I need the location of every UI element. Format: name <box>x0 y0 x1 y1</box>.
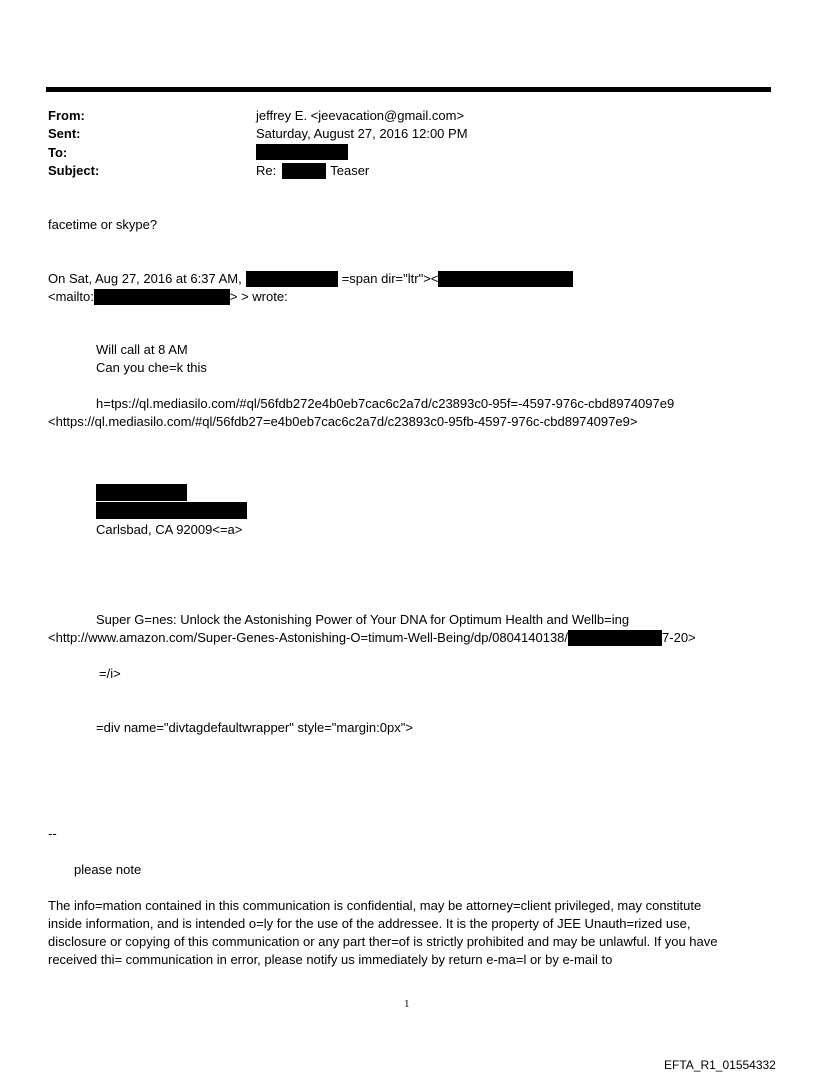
from-value: jeffrey E. <jeevacation@gmail.com> <box>256 108 465 123</box>
mailto-text: <mailto: <box>48 289 94 304</box>
reply-text: facetime or skype? <box>48 217 158 232</box>
sent-label: Sent: <box>48 126 81 141</box>
subject-prefix: Re: <box>256 163 277 178</box>
signature-separator: -- <box>48 826 57 841</box>
header-rule <box>46 87 771 92</box>
signature-name-redaction <box>96 484 187 501</box>
sent-value: Saturday, August 27, 2016 12:00 PM <box>256 126 468 141</box>
italic-close-tag: =/i> <box>99 666 121 681</box>
disclaimer-line-2: inside information, and is intended o=ly for the use of the addressee. It is the property of JEE Unauth=rized use, <box>48 916 691 931</box>
quote-attribution-line2 <box>48 289 288 305</box>
disclaimer-line-4: received thi= communication in error, please notify us immediately by return e-ma=l or by e-mail to <box>48 952 613 967</box>
subject-label: Subject: <box>48 163 100 178</box>
mediasilo-link-bracketed[interactable]: <https://ql.mediasilo.com/#ql/56fdb27=e4b0eb7cac6c2a7d/c23893c0-95fb-4597-976c-cbd8974097e9> <box>48 414 638 429</box>
mailto-redaction <box>94 289 230 305</box>
sender-name-redaction <box>246 271 338 287</box>
check-this-line: Can you che=k this <box>96 360 207 375</box>
span-dir-text: =span dir="ltr">< <box>341 271 439 286</box>
amazon-link-end: 7-20> <box>662 630 696 645</box>
will-call-line: Will call at 8 AM <box>96 342 188 357</box>
disclaimer-line-1: The info=mation contained in this communication is confidential, may be attorney=client privileged, may constitute <box>48 898 702 913</box>
amazon-link[interactable]: <http://www.amazon.com/Super-Genes-Astonishing-O=timum-Well-Being/dp/0804140138/ <box>48 630 569 645</box>
document-id: EFTA_R1_01554332 <box>664 1058 776 1072</box>
to-label: To: <box>48 145 68 160</box>
book-title-line: Super G=nes: Unlock the Astonishing Power of Your DNA for Optimum Health and Wellb=ing <box>96 612 630 627</box>
div-wrapper-text: =div name="divtagdefaultwrapper" style="margin:0px"> <box>96 720 413 735</box>
quote-attribution-line1 <box>48 271 573 287</box>
amazon-link-line[interactable] <box>48 630 696 646</box>
disclaimer-line-3: disclosure or copying of this communication or any part ther=of is strictly prohibited and may be unlawful. If you have <box>48 934 718 949</box>
quote-date: On Sat, Aug 27, 2016 at 6:37 AM, <box>48 271 242 286</box>
subject-suffix: Teaser <box>330 163 370 178</box>
page-number: 1 <box>404 998 410 1010</box>
subject-value <box>256 163 369 179</box>
signature-city: Carlsbad, CA 92009<=a> <box>96 522 243 537</box>
signature-address-redaction <box>96 502 247 519</box>
mediasilo-link[interactable]: h=tps://ql.mediasilo.com/#ql/56fdb272e4b0eb7cac6c2a7d/c23893c0-95f=-4597-976c-cbd8974097e9 <box>96 396 675 411</box>
amazon-tag-redaction <box>568 630 662 646</box>
please-note: please note <box>74 862 142 877</box>
wrote-text: > > wrote: <box>229 289 288 304</box>
from-label: From: <box>48 108 85 123</box>
sender-email-redaction <box>438 271 573 287</box>
subject-redaction <box>282 163 326 179</box>
to-redaction <box>256 144 348 160</box>
